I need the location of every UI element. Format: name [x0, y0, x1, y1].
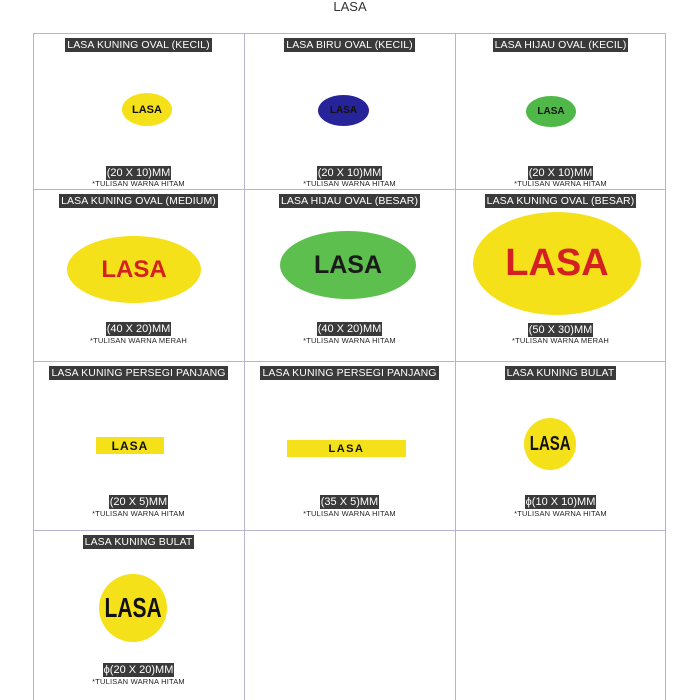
sticker-label: LASA — [313, 250, 383, 279]
size-label: (20 X 10)MM — [106, 167, 171, 179]
cell-title: LASA KUNING BULAT — [84, 536, 193, 548]
note-text: *TULISAN WARNA HITAM — [92, 677, 185, 686]
size-label: ϕ(20 X 20)MM — [103, 664, 174, 676]
size-label: (20 X 10)MM — [528, 167, 593, 179]
note-text: *TULISAN WARNA HITAM — [92, 509, 185, 518]
sticker-cell-yellow-oval-small — [33, 33, 244, 189]
note-text: *TULISAN WARNA HITAM — [92, 179, 185, 188]
empty-cell — [455, 530, 666, 700]
note-text: *TULISAN WARNA HITAM — [303, 509, 396, 518]
yellow-round-sticker — [524, 418, 576, 470]
sticker-cell-yellow-round-large — [33, 530, 244, 700]
size-label: (20 X 5)MM — [109, 496, 168, 508]
green-oval-sticker — [280, 231, 416, 299]
note-text: *TULISAN WARNA HITAM — [303, 336, 396, 345]
yellow-rectangle-sticker — [96, 437, 164, 454]
size-label: (40 X 20)MM — [106, 323, 171, 335]
cell-title: LASA HIJAU OVAL (BESAR) — [280, 195, 419, 207]
sticker-cell-yellow-rect-small — [33, 361, 244, 530]
sticker-label: LASA — [505, 242, 609, 284]
size-label: (20 X 10)MM — [317, 167, 382, 179]
sticker-label: LASA — [104, 592, 162, 623]
note-text: *TULISAN WARNA MERAH — [511, 336, 610, 345]
sticker-label: LASA — [328, 442, 365, 455]
cell-title: LASA KUNING PERSEGI PANJANG — [51, 367, 226, 379]
yellow-oval-sticker — [473, 212, 641, 315]
sticker-cell-green-oval-small — [455, 33, 666, 189]
yellow-rectangle-sticker — [287, 440, 406, 457]
sticker-cell-blue-oval-small — [244, 33, 455, 189]
sticker-label: LASA — [537, 106, 565, 117]
yellow-round-sticker — [99, 574, 167, 642]
sticker-cell-yellow-oval-large — [455, 189, 666, 361]
size-label: ϕ(10 X 10)MM — [525, 496, 596, 508]
empty-cell — [244, 530, 455, 700]
size-label: (50 X 30)MM — [528, 324, 593, 336]
note-text: *TULISAN WARNA MERAH — [89, 336, 188, 345]
sticker-label: LASA — [329, 105, 358, 116]
cell-title: LASA BIRU OVAL (KECIL) — [286, 39, 413, 51]
sticker-label: LASA — [132, 103, 162, 116]
green-oval-sticker — [526, 96, 576, 127]
sticker-cell-green-oval-large — [244, 189, 455, 361]
size-label: (40 X 20)MM — [317, 323, 382, 335]
cell-title: LASA HIJAU OVAL (KECIL) — [494, 39, 627, 51]
cell-title: LASA KUNING OVAL (MEDIUM) — [61, 195, 216, 207]
yellow-oval-sticker — [122, 93, 172, 126]
sticker-label: LASA — [111, 438, 149, 453]
sticker-cell-yellow-rect-long — [244, 361, 455, 530]
note-text: *TULISAN WARNA HITAM — [514, 179, 607, 188]
sticker-cell-yellow-round-small — [455, 361, 666, 530]
sticker-cell-yellow-oval-medium — [33, 189, 244, 361]
sticker-label: LASA — [529, 432, 571, 455]
note-text: *TULISAN WARNA HITAM — [303, 179, 396, 188]
sticker-label: LASA — [101, 255, 167, 283]
cell-title: LASA KUNING OVAL (BESAR) — [486, 195, 635, 207]
cell-title: LASA KUNING OVAL (KECIL) — [67, 39, 210, 51]
yellow-oval-sticker — [67, 236, 201, 303]
page-title: LASA — [333, 0, 367, 14]
cell-title: LASA KUNING BULAT — [506, 367, 615, 379]
size-label: (35 X 5)MM — [320, 496, 379, 508]
cell-title: LASA KUNING PERSEGI PANJANG — [262, 367, 437, 379]
blue-oval-sticker — [318, 95, 369, 126]
note-text: *TULISAN WARNA HITAM — [514, 509, 607, 518]
